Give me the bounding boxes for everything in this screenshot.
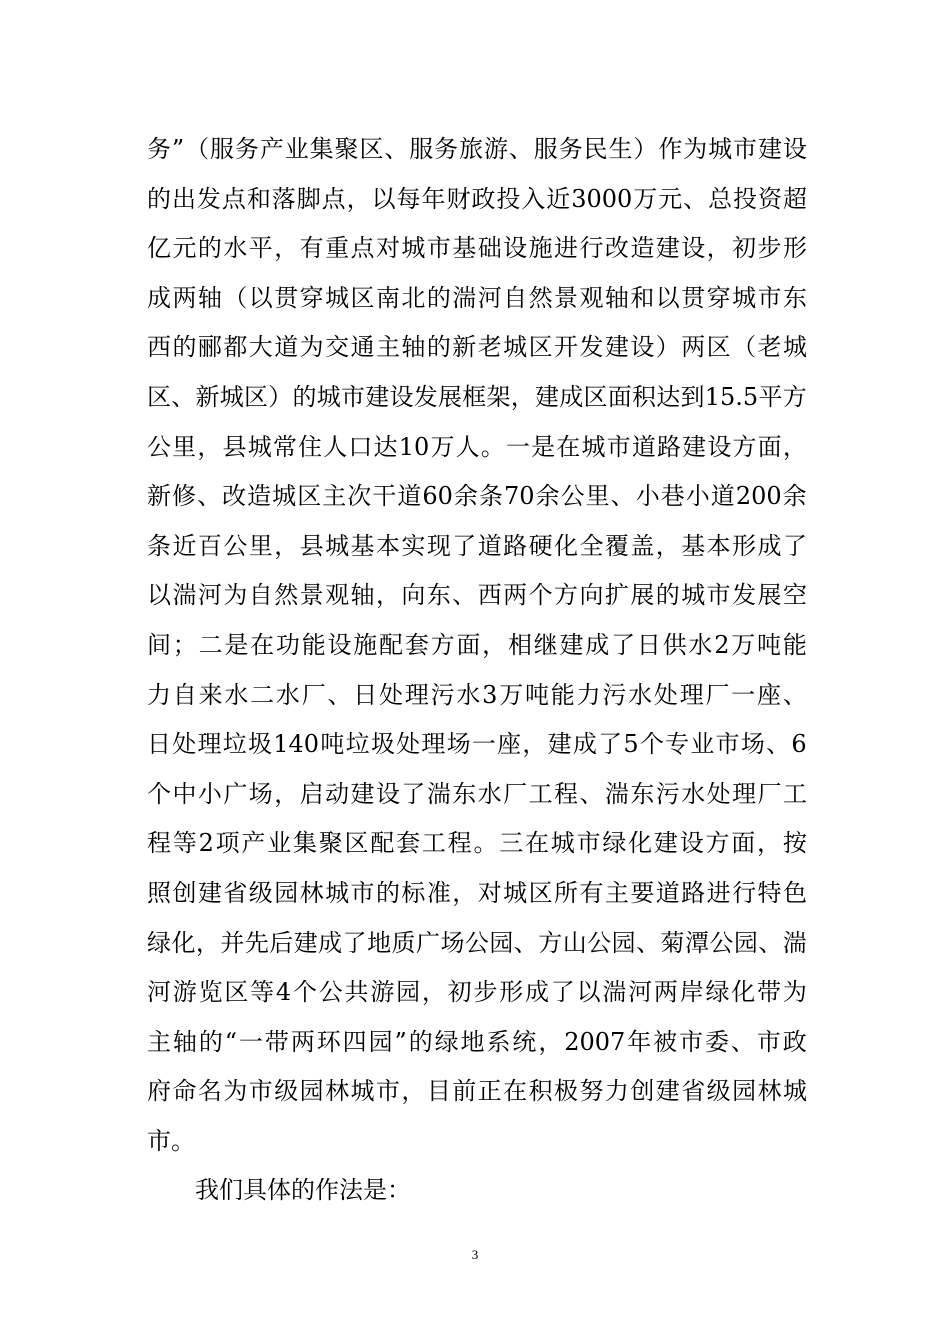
text-line: 府 命 名 为 市 级 园 林 城 市 ， 目 前 正 在 积 极 努 力 创 建 省 级 园 林 城 (147, 1077, 807, 1106)
text-line: 市 。 (147, 1126, 195, 1155)
text-line: 新 修 、 改 造 城 区 主 次 干 道 60 余 条 70 余 公 里 、 小 巷 小 道 200 余 (147, 482, 807, 511)
text-line: 河 游 览 区 等 4 个 公 共 游 园 ， 初 步 形 成 了 以 湍 河 两 岸 绿 化 带 为 (147, 978, 807, 1007)
text-line: 西 的 郦 都 大 道 为 交 通 主 轴 的 新 老 城 区 开 发 建 设 ） 两 区 （ 老 城 (147, 333, 807, 362)
text-line: 主 轴 的 “ 一 带 两 环 四 园 ” 的 绿 地 系 统 ， 2007 年 被 市 委 、 市 政 (147, 1027, 807, 1056)
text-line: 条 近 百 公 里 ， 县 城 基 本 实 现 了 道 路 硬 化 全 覆 盖 ， 基 本 形 成 了 (147, 531, 807, 560)
text-line: 亿 元 的 水 平 ， 有 重 点 对 城 市 基 础 设 施 进 行 改 造 建 设 ， 初 步 形 (147, 234, 807, 263)
paragraph-methods-intro: 我们具体的作法是： (195, 1176, 411, 1205)
text-line: 公 里 ， 县 城 常 住 人 口 达 10 万 人 。 一 是 在 城 市 道 路 建 设 方 面 ， (147, 432, 807, 461)
text-line: 的 出 发 点 和 落 脚 点 ， 以 每 年 财 政 投 入 近 3000 万 元 、 总 投 资 超 (147, 184, 807, 213)
page-number: 3 (471, 1247, 479, 1262)
text-line: 个 中 小 广 场 ， 启 动 建 设 了 湍 东 水 厂 工 程 、 湍 东 污 水 处 理 厂 工 (147, 779, 807, 808)
text-line: 间 ； 二 是 在 功 能 设 施 配 套 方 面 ， 相 继 建 成 了 日 供 水 2 万 吨 能 (147, 630, 807, 659)
paragraph-main (147, 125, 807, 1166)
text-line: 成 两 轴 （ 以 贯 穿 城 区 南 北 的 湍 河 自 然 景 观 轴 和 以 贯 穿 城 市 东 (147, 283, 807, 312)
text-line: 力 自 来 水 二 水 厂 、 日 处 理 污 水 3 万 吨 能 力 污 水 处 理 厂 一 座 、 (147, 680, 807, 709)
text-line: 务 ” （ 服 务 产 业 集 聚 区 、 服 务 旅 游 、 服 务 民 生 ） 作 为 城 市 建 设 (147, 135, 807, 163)
text-line: 区 、 新 城 区 ） 的 城 市 建 设 发 展 框 架 ， 建 成 区 面 积 达 到 15.5 平 方 (147, 382, 807, 411)
text-line: 照 创 建 省 级 园 林 城 市 的 标 准 ， 对 城 区 所 有 主 要 道 路 进 行 特 色 (147, 878, 807, 907)
text-line: 绿 化 ， 并 先 后 建 成 了 地 质 广 场 公 园 、 方 山 公 园 、 菊 潭 公 园 、 湍 (147, 928, 807, 957)
document-body (147, 125, 807, 1216)
text-line: 日 处 理 垃 圾 140 吨 垃 圾 处 理 场 一 座 ， 建 成 了 5 个 专 业 市 场 、 6 (147, 730, 807, 759)
text-line: 程 等 2 项 产 业 集 聚 区 配 套 工 程 。 三 在 城 市 绿 化 建 设 方 面 ， 按 (147, 829, 807, 858)
text-line: 以 湍 河 为 自 然 景 观 轴 ， 向 东 、 西 两 个 方 向 扩 展 的 城 市 发 展 空 (147, 581, 807, 610)
